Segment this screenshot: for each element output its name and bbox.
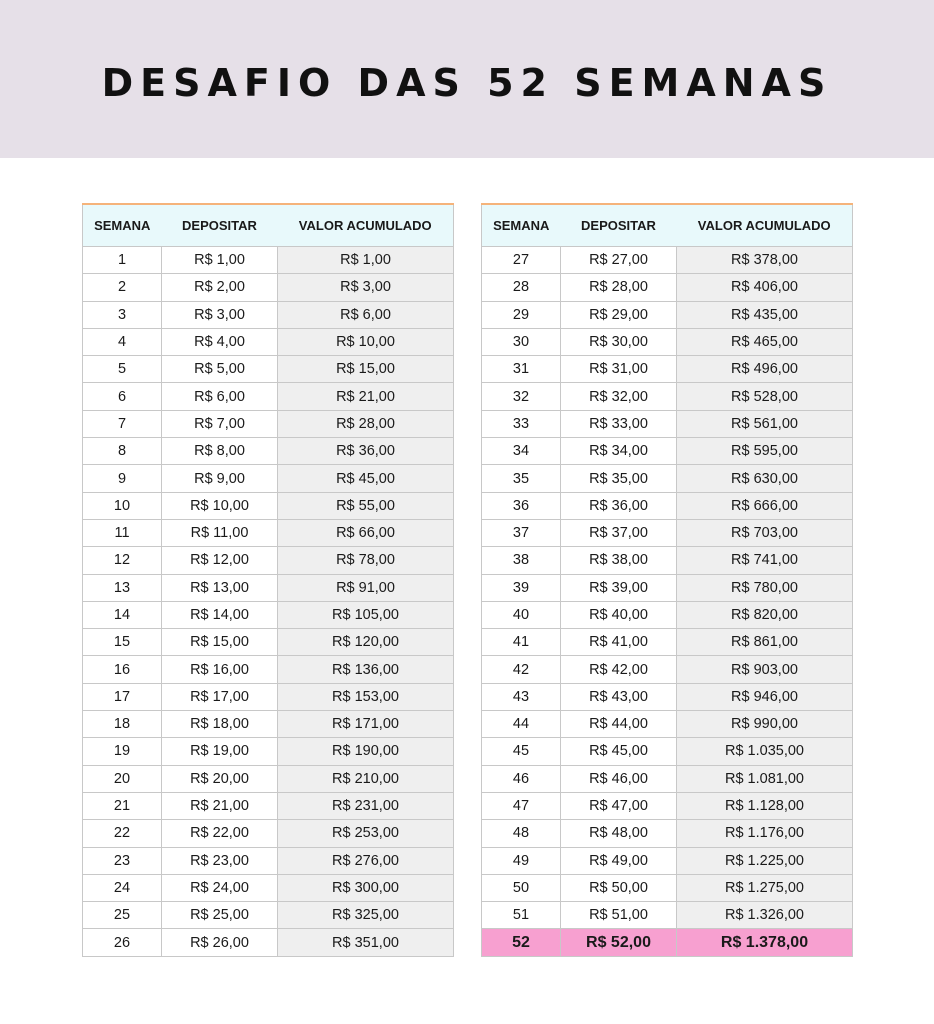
accumulated-cell: R$ 351,00	[278, 929, 454, 956]
table-row	[83, 465, 454, 492]
accumulated-cell: R$ 1.035,00	[677, 738, 853, 765]
accumulated-cell: R$ 66,00	[278, 519, 454, 546]
deposit-cell: R$ 11,00	[162, 519, 278, 546]
savings-table-weeks-1-26	[82, 203, 454, 957]
deposit-cell: R$ 47,00	[561, 792, 677, 819]
table-row	[482, 465, 853, 492]
week-cell: 9	[83, 465, 162, 492]
week-cell: 52	[482, 929, 561, 956]
week-cell: 39	[482, 574, 561, 601]
accumulated-cell: R$ 528,00	[677, 383, 853, 410]
deposit-cell: R$ 32,00	[561, 383, 677, 410]
deposit-cell: R$ 33,00	[561, 410, 677, 437]
table-row	[83, 711, 454, 738]
deposit-cell: R$ 31,00	[561, 356, 677, 383]
table-row	[83, 765, 454, 792]
table-row	[83, 328, 454, 355]
table-row	[482, 301, 853, 328]
accumulated-cell: R$ 630,00	[677, 465, 853, 492]
week-cell: 41	[482, 629, 561, 656]
accumulated-cell: R$ 325,00	[278, 902, 454, 929]
accumulated-cell: R$ 55,00	[278, 492, 454, 519]
deposit-cell: R$ 13,00	[162, 574, 278, 601]
deposit-cell: R$ 45,00	[561, 738, 677, 765]
deposit-cell: R$ 9,00	[162, 465, 278, 492]
accumulated-cell: R$ 231,00	[278, 792, 454, 819]
week-cell: 4	[83, 328, 162, 355]
table-row	[83, 847, 454, 874]
header-accumulated: VALOR ACUMULADO	[278, 204, 454, 247]
deposit-cell: R$ 38,00	[561, 547, 677, 574]
week-cell: 28	[482, 274, 561, 301]
accumulated-cell: R$ 861,00	[677, 629, 853, 656]
week-cell: 15	[83, 629, 162, 656]
deposit-cell: R$ 1,00	[162, 247, 278, 274]
deposit-cell: R$ 22,00	[162, 820, 278, 847]
week-cell: 42	[482, 656, 561, 683]
table-row	[482, 247, 853, 274]
table-row	[83, 601, 454, 628]
deposit-cell: R$ 52,00	[561, 929, 677, 956]
accumulated-cell: R$ 465,00	[677, 328, 853, 355]
accumulated-cell: R$ 253,00	[278, 820, 454, 847]
accumulated-cell: R$ 28,00	[278, 410, 454, 437]
table-row	[482, 874, 853, 901]
deposit-cell: R$ 18,00	[162, 711, 278, 738]
table-row	[83, 574, 454, 601]
header-accumulated: VALOR ACUMULADO	[677, 204, 853, 247]
deposit-cell: R$ 5,00	[162, 356, 278, 383]
week-cell: 8	[83, 438, 162, 465]
deposit-cell: R$ 19,00	[162, 738, 278, 765]
header-week: SEMANA	[482, 204, 561, 247]
table-row	[482, 574, 853, 601]
week-cell: 29	[482, 301, 561, 328]
header-deposit: DEPOSITAR	[162, 204, 278, 247]
table-row	[482, 492, 853, 519]
deposit-cell: R$ 3,00	[162, 301, 278, 328]
deposit-cell: R$ 35,00	[561, 465, 677, 492]
week-cell: 26	[83, 929, 162, 956]
table-row	[482, 383, 853, 410]
accumulated-cell: R$ 120,00	[278, 629, 454, 656]
week-cell: 10	[83, 492, 162, 519]
deposit-cell: R$ 26,00	[162, 929, 278, 956]
table-row	[482, 765, 853, 792]
table-body	[83, 247, 454, 957]
table-row	[83, 683, 454, 710]
accumulated-cell: R$ 300,00	[278, 874, 454, 901]
table-row	[482, 519, 853, 546]
week-cell: 18	[83, 711, 162, 738]
table-row	[482, 438, 853, 465]
table-row	[83, 274, 454, 301]
table-row	[83, 792, 454, 819]
deposit-cell: R$ 24,00	[162, 874, 278, 901]
deposit-cell: R$ 2,00	[162, 274, 278, 301]
deposit-cell: R$ 42,00	[561, 656, 677, 683]
table-row	[83, 356, 454, 383]
table-row	[83, 301, 454, 328]
deposit-cell: R$ 8,00	[162, 438, 278, 465]
deposit-cell: R$ 51,00	[561, 902, 677, 929]
deposit-cell: R$ 23,00	[162, 847, 278, 874]
deposit-cell: R$ 10,00	[162, 492, 278, 519]
table-row	[83, 383, 454, 410]
table-row	[482, 711, 853, 738]
week-cell: 49	[482, 847, 561, 874]
accumulated-cell: R$ 595,00	[677, 438, 853, 465]
table-row	[482, 929, 853, 956]
week-cell: 35	[482, 465, 561, 492]
deposit-cell: R$ 27,00	[561, 247, 677, 274]
week-cell: 47	[482, 792, 561, 819]
deposit-cell: R$ 7,00	[162, 410, 278, 437]
week-cell: 12	[83, 547, 162, 574]
accumulated-cell: R$ 171,00	[278, 711, 454, 738]
accumulated-cell: R$ 3,00	[278, 274, 454, 301]
deposit-cell: R$ 41,00	[561, 629, 677, 656]
week-cell: 5	[83, 356, 162, 383]
week-cell: 44	[482, 711, 561, 738]
accumulated-cell: R$ 91,00	[278, 574, 454, 601]
week-cell: 22	[83, 820, 162, 847]
deposit-cell: R$ 48,00	[561, 820, 677, 847]
accumulated-cell: R$ 435,00	[677, 301, 853, 328]
accumulated-cell: R$ 136,00	[278, 656, 454, 683]
accumulated-cell: R$ 1.326,00	[677, 902, 853, 929]
table-body	[482, 247, 853, 957]
table-row	[83, 820, 454, 847]
week-cell: 38	[482, 547, 561, 574]
table-row	[83, 492, 454, 519]
title-banner	[0, 0, 934, 158]
accumulated-cell: R$ 1.275,00	[677, 874, 853, 901]
deposit-cell: R$ 40,00	[561, 601, 677, 628]
accumulated-cell: R$ 1.225,00	[677, 847, 853, 874]
week-cell: 3	[83, 301, 162, 328]
deposit-cell: R$ 34,00	[561, 438, 677, 465]
accumulated-cell: R$ 153,00	[278, 683, 454, 710]
accumulated-cell: R$ 45,00	[278, 465, 454, 492]
week-cell: 32	[482, 383, 561, 410]
table-row	[482, 601, 853, 628]
week-cell: 1	[83, 247, 162, 274]
accumulated-cell: R$ 276,00	[278, 847, 454, 874]
accumulated-cell: R$ 6,00	[278, 301, 454, 328]
table-row	[83, 438, 454, 465]
accumulated-cell: R$ 496,00	[677, 356, 853, 383]
accumulated-cell: R$ 36,00	[278, 438, 454, 465]
deposit-cell: R$ 36,00	[561, 492, 677, 519]
table-row	[482, 683, 853, 710]
deposit-cell: R$ 37,00	[561, 519, 677, 546]
week-cell: 33	[482, 410, 561, 437]
table-row	[482, 902, 853, 929]
accumulated-cell: R$ 10,00	[278, 328, 454, 355]
accumulated-cell: R$ 903,00	[677, 656, 853, 683]
week-cell: 17	[83, 683, 162, 710]
week-cell: 31	[482, 356, 561, 383]
week-cell: 30	[482, 328, 561, 355]
accumulated-cell: R$ 190,00	[278, 738, 454, 765]
header-deposit: DEPOSITAR	[561, 204, 677, 247]
table-row	[482, 847, 853, 874]
week-cell: 21	[83, 792, 162, 819]
accumulated-cell: R$ 666,00	[677, 492, 853, 519]
deposit-cell: R$ 16,00	[162, 656, 278, 683]
week-cell: 25	[83, 902, 162, 929]
week-cell: 45	[482, 738, 561, 765]
table-row	[482, 792, 853, 819]
week-cell: 37	[482, 519, 561, 546]
table-row	[482, 738, 853, 765]
table-row	[482, 820, 853, 847]
deposit-cell: R$ 28,00	[561, 274, 677, 301]
deposit-cell: R$ 29,00	[561, 301, 677, 328]
table-row	[83, 519, 454, 546]
table-row	[482, 629, 853, 656]
table-row	[83, 929, 454, 956]
table-row	[482, 328, 853, 355]
week-cell: 40	[482, 601, 561, 628]
table-row	[83, 656, 454, 683]
accumulated-cell: R$ 820,00	[677, 601, 853, 628]
week-cell: 7	[83, 410, 162, 437]
deposit-cell: R$ 46,00	[561, 765, 677, 792]
accumulated-cell: R$ 1,00	[278, 247, 454, 274]
accumulated-cell: R$ 378,00	[677, 247, 853, 274]
table-row	[83, 547, 454, 574]
table-row	[83, 738, 454, 765]
week-cell: 51	[482, 902, 561, 929]
table-row	[83, 629, 454, 656]
accumulated-cell: R$ 210,00	[278, 765, 454, 792]
week-cell: 48	[482, 820, 561, 847]
page-title: DESAFIO DAS 52 SEMANAS	[101, 61, 833, 105]
deposit-cell: R$ 17,00	[162, 683, 278, 710]
table-header-row	[482, 204, 853, 247]
table-row	[83, 410, 454, 437]
accumulated-cell: R$ 703,00	[677, 519, 853, 546]
week-cell: 20	[83, 765, 162, 792]
accumulated-cell: R$ 946,00	[677, 683, 853, 710]
week-cell: 24	[83, 874, 162, 901]
table-row	[83, 874, 454, 901]
savings-table-weeks-27-52	[481, 203, 853, 957]
accumulated-cell: R$ 15,00	[278, 356, 454, 383]
week-cell: 23	[83, 847, 162, 874]
deposit-cell: R$ 44,00	[561, 711, 677, 738]
accumulated-cell: R$ 990,00	[677, 711, 853, 738]
deposit-cell: R$ 50,00	[561, 874, 677, 901]
table-row	[482, 547, 853, 574]
deposit-cell: R$ 20,00	[162, 765, 278, 792]
week-cell: 46	[482, 765, 561, 792]
week-cell: 16	[83, 656, 162, 683]
table-row	[482, 656, 853, 683]
accumulated-cell: R$ 1.378,00	[677, 929, 853, 956]
table-row	[482, 356, 853, 383]
accumulated-cell: R$ 741,00	[677, 547, 853, 574]
deposit-cell: R$ 49,00	[561, 847, 677, 874]
deposit-cell: R$ 21,00	[162, 792, 278, 819]
week-cell: 13	[83, 574, 162, 601]
accumulated-cell: R$ 21,00	[278, 383, 454, 410]
accumulated-cell: R$ 1.081,00	[677, 765, 853, 792]
week-cell: 34	[482, 438, 561, 465]
deposit-cell: R$ 14,00	[162, 601, 278, 628]
table-row	[83, 247, 454, 274]
table-row	[482, 274, 853, 301]
deposit-cell: R$ 43,00	[561, 683, 677, 710]
deposit-cell: R$ 25,00	[162, 902, 278, 929]
accumulated-cell: R$ 1.176,00	[677, 820, 853, 847]
deposit-cell: R$ 30,00	[561, 328, 677, 355]
accumulated-cell: R$ 780,00	[677, 574, 853, 601]
deposit-cell: R$ 15,00	[162, 629, 278, 656]
table-row	[83, 902, 454, 929]
header-week: SEMANA	[83, 204, 162, 247]
deposit-cell: R$ 4,00	[162, 328, 278, 355]
week-cell: 2	[83, 274, 162, 301]
deposit-cell: R$ 12,00	[162, 547, 278, 574]
deposit-cell: R$ 39,00	[561, 574, 677, 601]
week-cell: 27	[482, 247, 561, 274]
week-cell: 36	[482, 492, 561, 519]
deposit-cell: R$ 6,00	[162, 383, 278, 410]
accumulated-cell: R$ 105,00	[278, 601, 454, 628]
table-row	[482, 410, 853, 437]
accumulated-cell: R$ 561,00	[677, 410, 853, 437]
week-cell: 50	[482, 874, 561, 901]
week-cell: 43	[482, 683, 561, 710]
table-header-row	[83, 204, 454, 247]
week-cell: 11	[83, 519, 162, 546]
accumulated-cell: R$ 406,00	[677, 274, 853, 301]
week-cell: 14	[83, 601, 162, 628]
accumulated-cell: R$ 78,00	[278, 547, 454, 574]
week-cell: 6	[83, 383, 162, 410]
week-cell: 19	[83, 738, 162, 765]
accumulated-cell: R$ 1.128,00	[677, 792, 853, 819]
